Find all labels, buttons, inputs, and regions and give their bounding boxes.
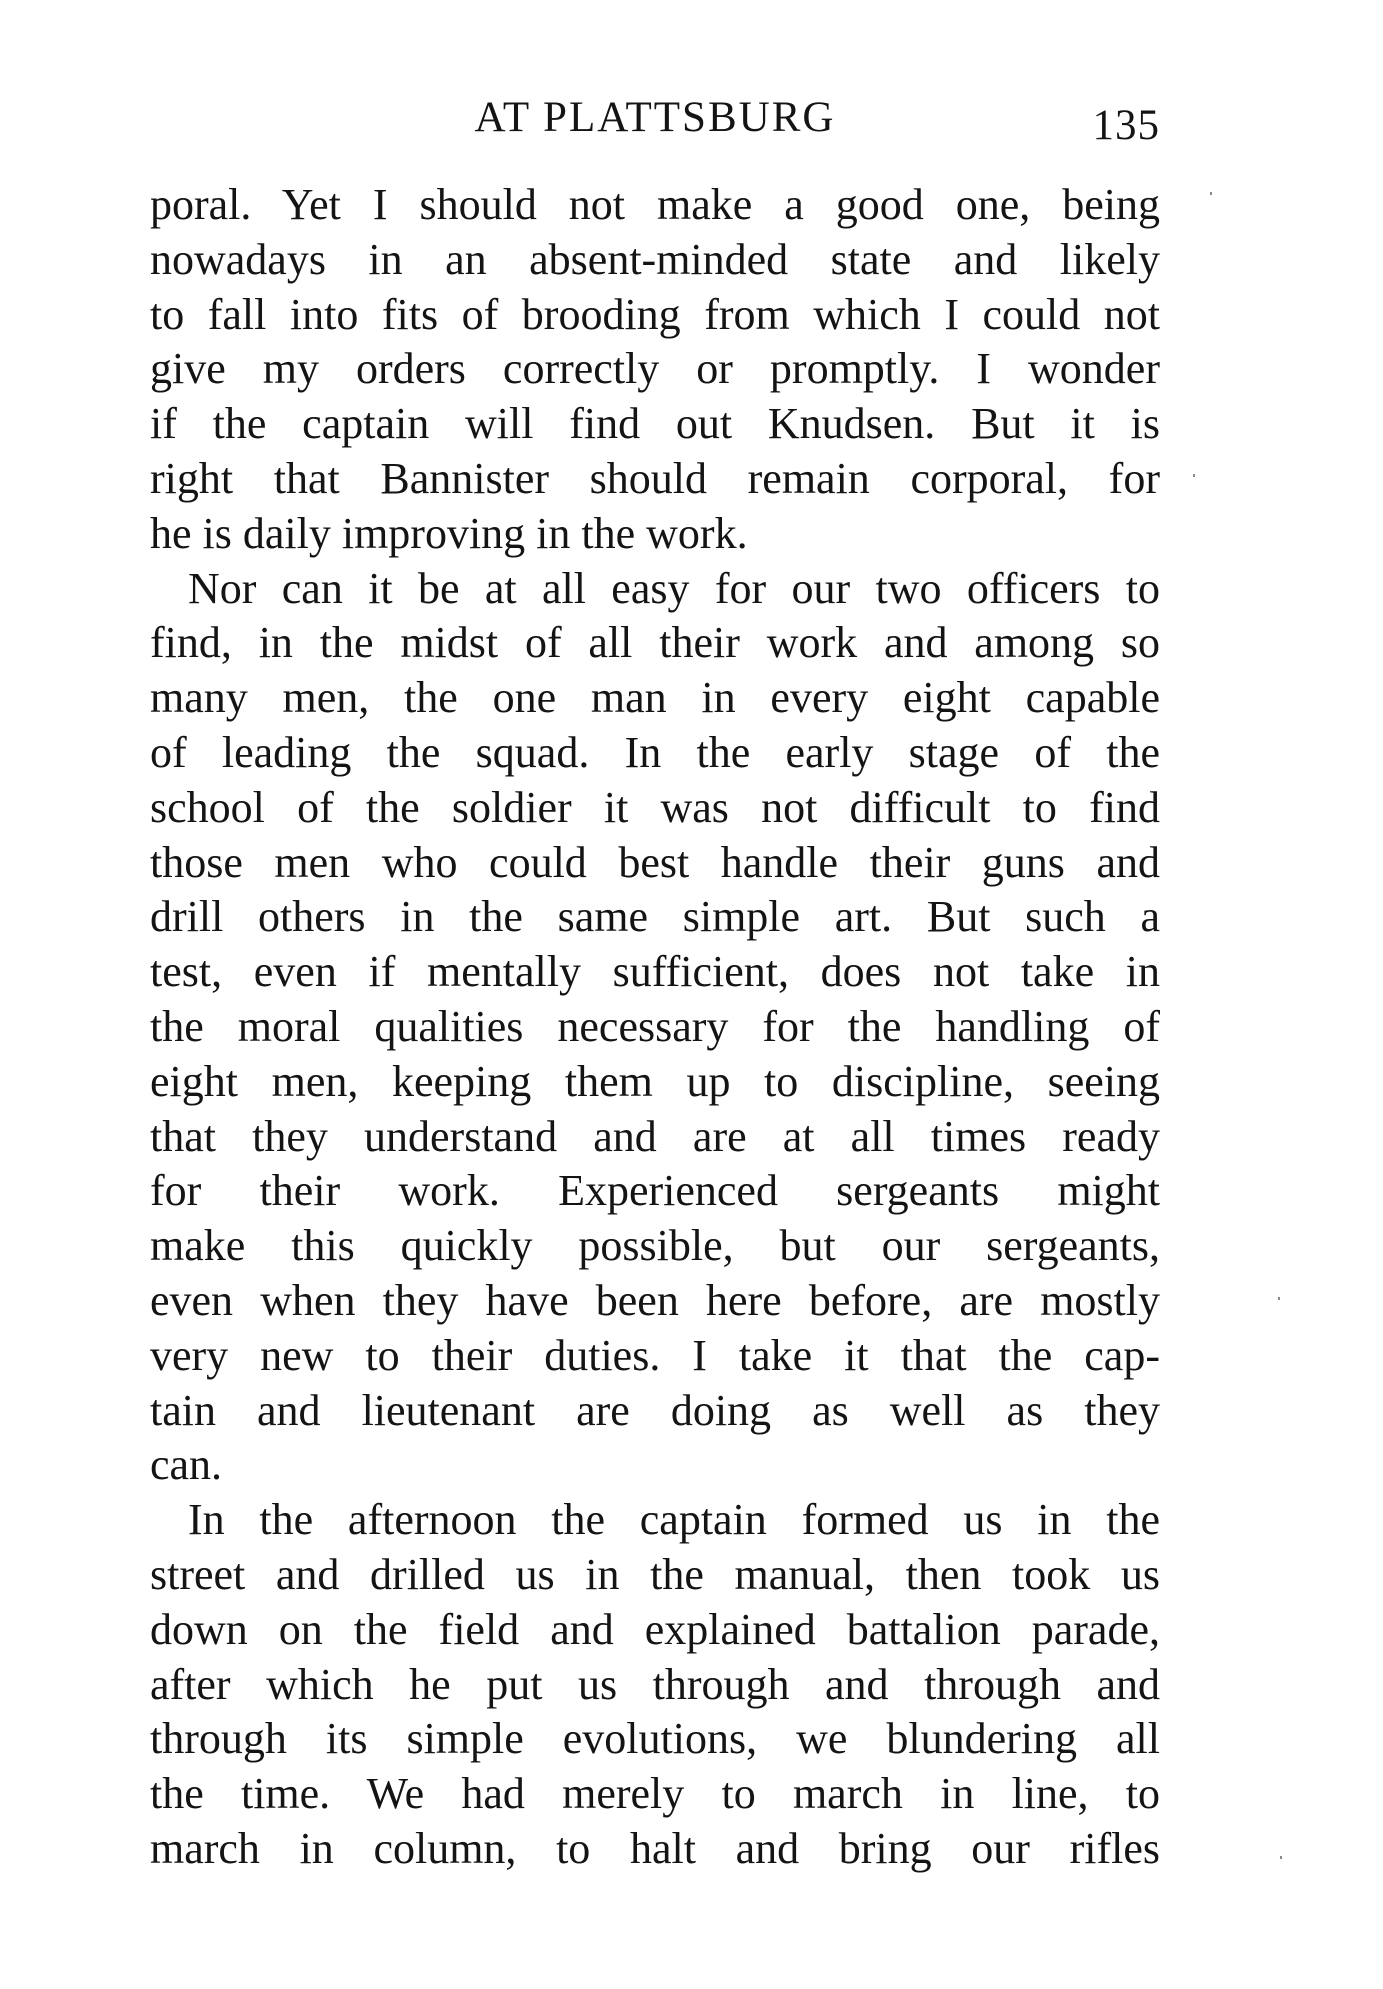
text-line: to fall into fits of brooding from which I could not bbox=[150, 289, 1160, 339]
running-head-title: AT PLATTSBURG bbox=[474, 94, 836, 141]
text-line: the time. We had merely to march in line, to bbox=[150, 1769, 1160, 1819]
text-line: he is daily improving in the work. bbox=[150, 508, 748, 558]
text-line: right that Bannister should remain corporal, for bbox=[150, 453, 1160, 503]
text-line: nowadays in an absent-minded state and likely bbox=[150, 234, 1160, 284]
text-line: for their work. Experienced sergeants might bbox=[150, 1166, 1160, 1216]
text-line: that they understand and are at all times ready bbox=[150, 1111, 1160, 1161]
text-line: those men who could best handle their guns and bbox=[150, 837, 1160, 887]
text-line: school of the soldier it was not difficult to find bbox=[150, 782, 1160, 832]
text-line: after which he put us through and through and bbox=[150, 1659, 1160, 1709]
body-text bbox=[150, 178, 1160, 1877]
text-line: give my orders correctly or promptly. I wonder bbox=[150, 344, 1160, 394]
text-line: drill others in the same simple art. But such a bbox=[150, 892, 1160, 942]
text-line: test, even if mentally sufficient, does not take in bbox=[150, 947, 1160, 997]
text-line: even when they have been here before, are mostly bbox=[150, 1275, 1160, 1325]
text-line: poral. Yet I should not make a good one, being bbox=[150, 180, 1160, 229]
text-line: through its simple evolutions, we blundering all bbox=[150, 1714, 1160, 1764]
text-line: very new to their duties. I take it that the cap- bbox=[150, 1330, 1160, 1380]
scan-speck bbox=[1193, 474, 1195, 477]
text-line: In the afternoon the captain formed us in the bbox=[188, 1495, 1160, 1545]
text-line: down on the field and explained battalion parade, bbox=[150, 1604, 1160, 1654]
text-line: can. bbox=[150, 1440, 223, 1490]
text-line: the moral qualities necessary for the handling of bbox=[150, 1001, 1160, 1051]
scan-speck bbox=[1280, 1856, 1282, 1859]
text-line: of leading the squad. In the early stage of the bbox=[150, 727, 1160, 777]
scan-speck bbox=[1210, 192, 1212, 195]
text-line: march in column, to halt and bring our rifles bbox=[150, 1823, 1160, 1873]
text-line: if the captain will find out Knudsen. But it is bbox=[150, 399, 1160, 449]
text-line: find, in the midst of all their work and among so bbox=[150, 618, 1160, 668]
text-line: Nor can it be at all easy for our two officers to bbox=[188, 563, 1160, 613]
scan-speck bbox=[1278, 1297, 1280, 1300]
page-number: 135 bbox=[1092, 102, 1160, 149]
text-line: many men, the one man in every eight capable bbox=[150, 673, 1160, 723]
text-line: make this quickly possible, but our sergeants, bbox=[150, 1221, 1160, 1271]
running-head bbox=[150, 88, 1160, 158]
text-line: tain and lieutenant are doing as well as they bbox=[150, 1385, 1160, 1435]
text-line: street and drilled us in the manual, then took us bbox=[150, 1549, 1160, 1599]
text-line: eight men, keeping them up to discipline, seeing bbox=[150, 1056, 1160, 1106]
